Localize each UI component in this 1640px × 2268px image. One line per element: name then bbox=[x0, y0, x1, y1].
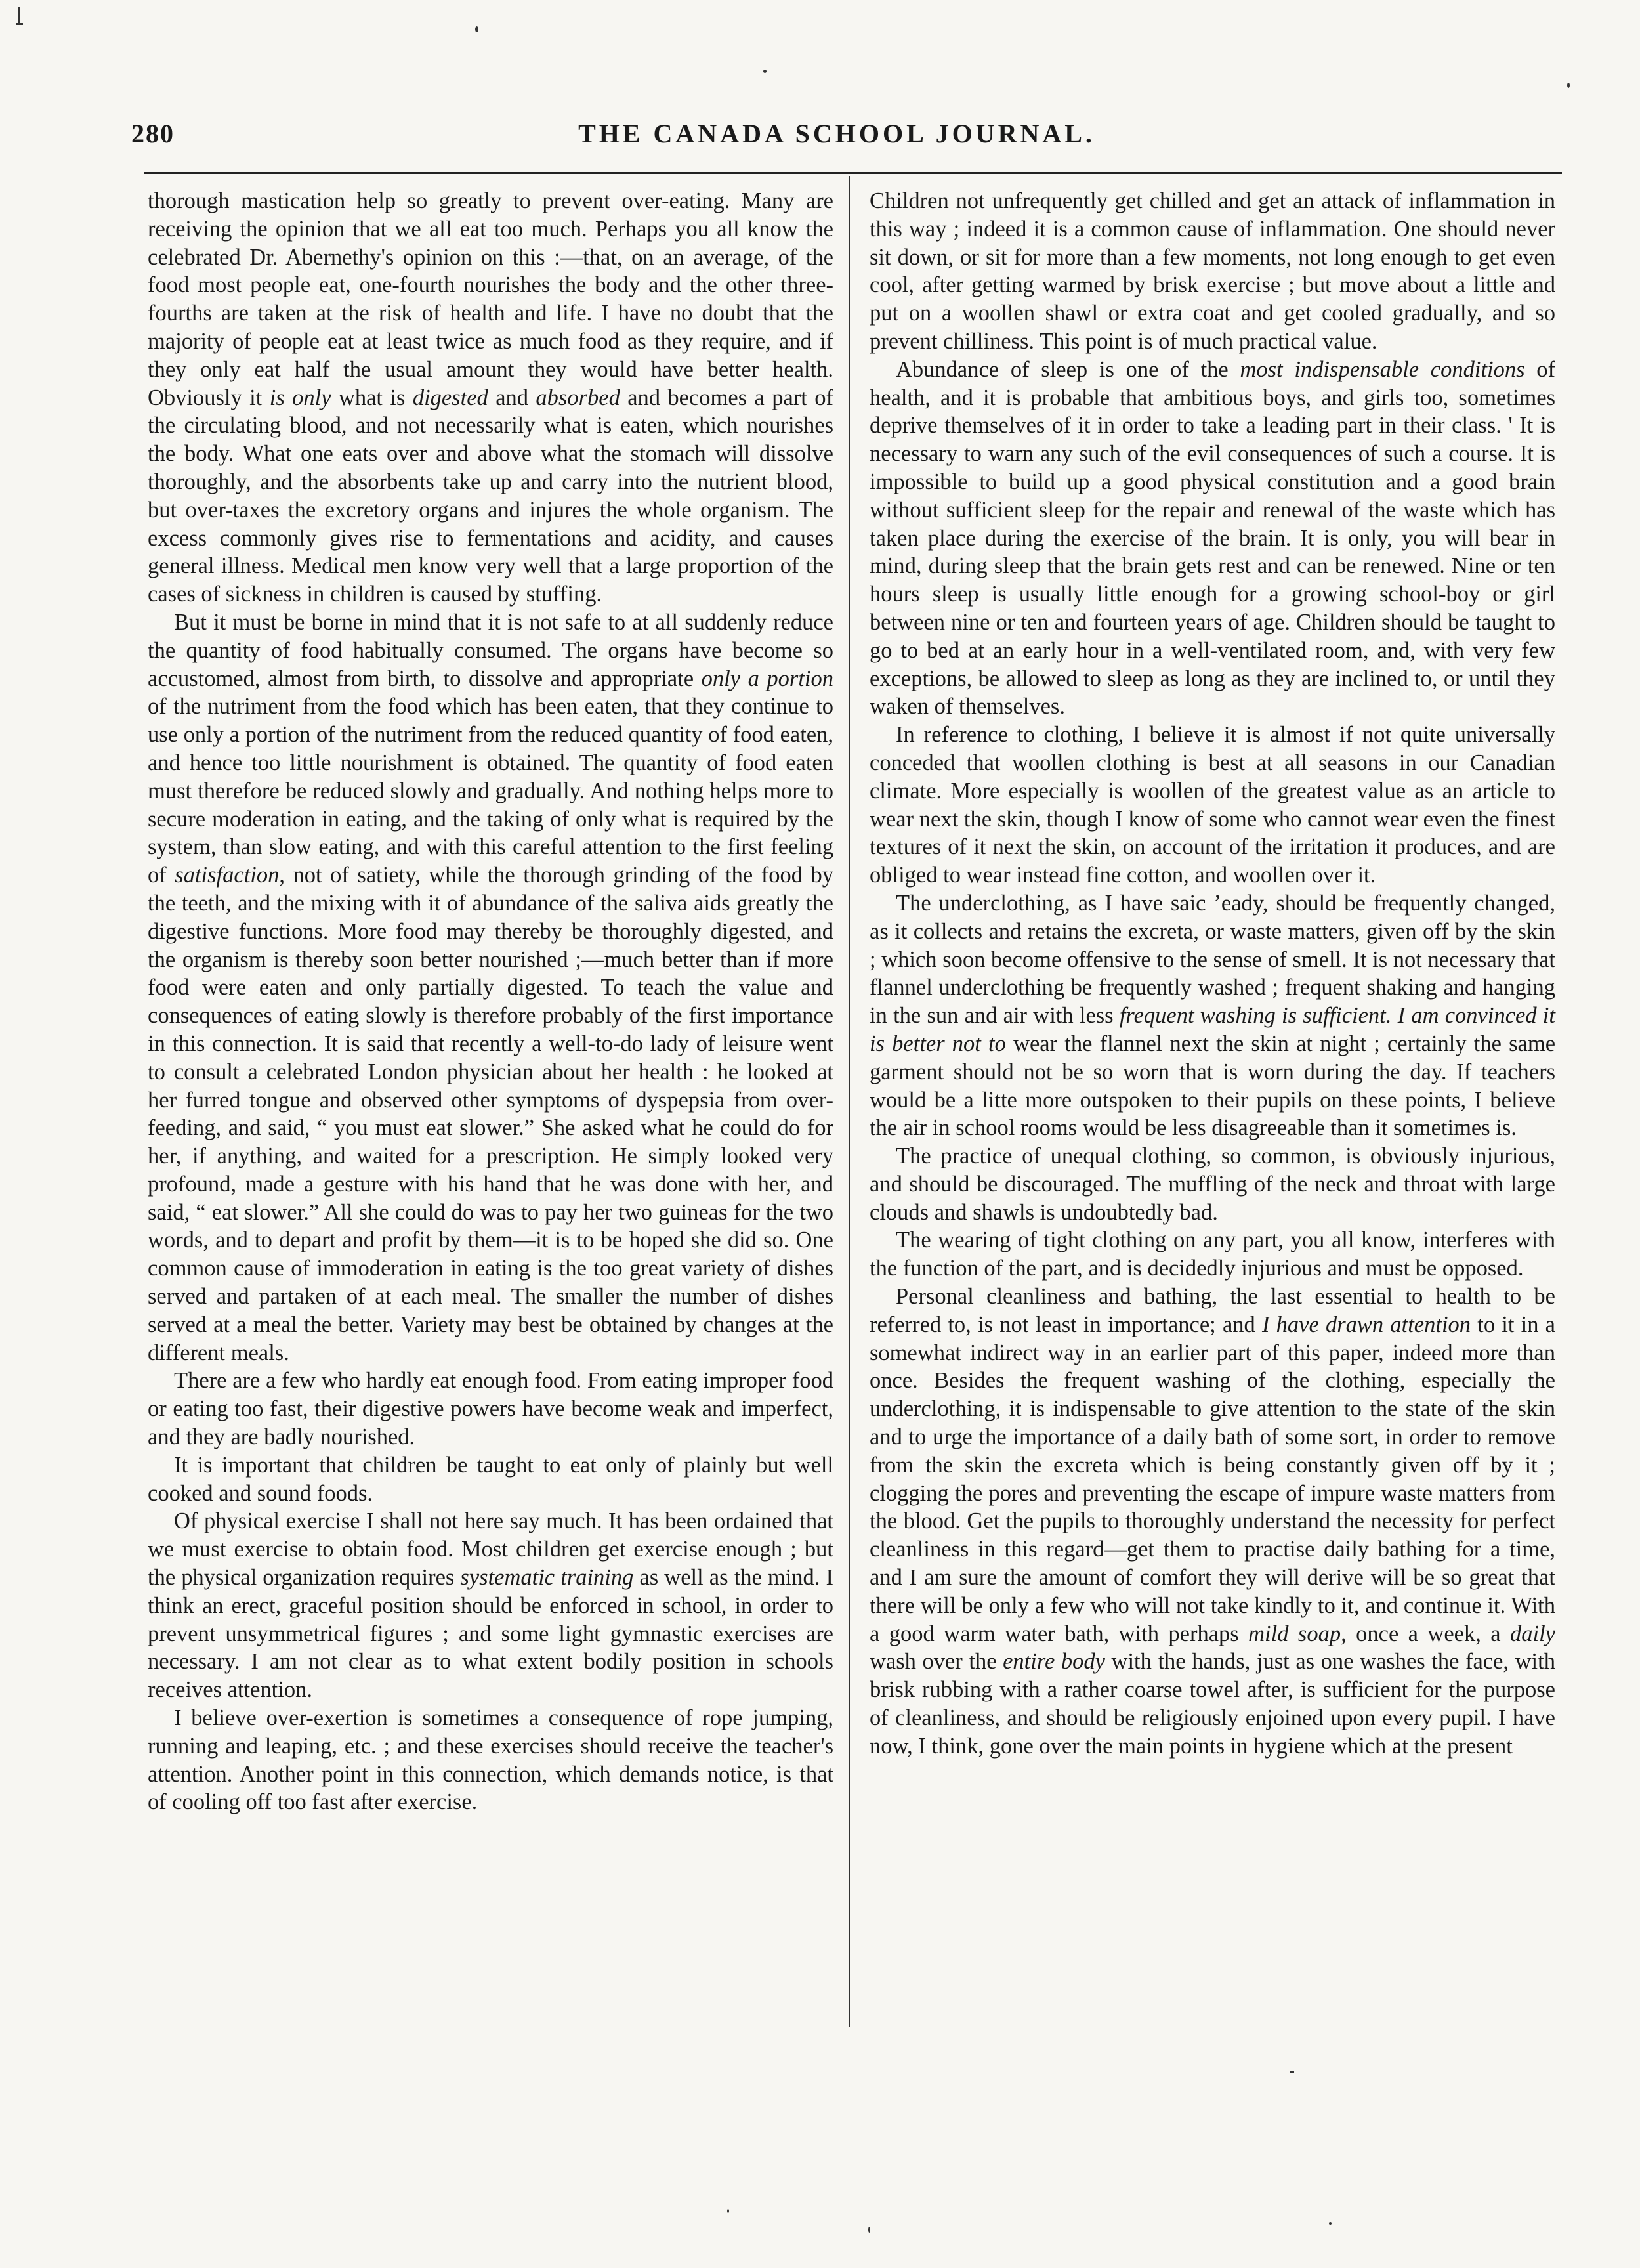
ink-speck bbox=[1567, 83, 1570, 88]
text-run: Personal cleanliness and bathing, the last essential to health to be referred to, is not least in importance; and bbox=[870, 1284, 1555, 1337]
italic-text: mild soap bbox=[1248, 1621, 1341, 1646]
text-run: thorough mastication help so greatly to prevent over-eating. Many are receiving the opinion that we all eat too much. Perhaps you all know the celebrated Dr. Abernethy's opinion on this :—that, on an average, of the food most people eat, one-fourth nourishes the body and the other three-fourths are taken at the risk of health and life. I have no doubt that the majority of people eat at least twice as much food as they require, and if they only eat half the usual amount they would have better health. Obviously it bbox=[148, 188, 833, 410]
paragraph bbox=[870, 1283, 1555, 1761]
margin-mark bbox=[18, 7, 20, 25]
text-run: and becomes a part of the circulating blood, and not necessarily what is eaten, which nourishes the body. What one eats over and above what the stomach will dissolve thoroughly, and the absorbents take up and carry into the nutrient blood, but over-taxes the excretory organs and injures the whole organism. The excess commonly gives rise to fermentations and acidity, and causes general illness. Medical men know very well that a large proportion of the cases of sickness in children is caused by stuffing. bbox=[148, 385, 833, 607]
italic-text: frequent washing is sufficient. I am convinced it is better not to bbox=[870, 1003, 1555, 1056]
paragraph bbox=[870, 889, 1555, 1142]
text-run: wash over the bbox=[870, 1649, 1003, 1675]
text-run: of the nutriment from the food which has been eaten, that they continue to use only a portion of the nutriment from the reduced quantity of food eaten, and hence too little nourishment is obtained. The quantity of food eaten must therefore be reduced slowly and gradually. And nothing helps more to secure moderation in eating, and the taking of only what is required by the system, than slow eating, and with this careful attention to the first feeling of bbox=[148, 694, 833, 888]
text-run: I believe over-exertion is sometimes a consequence of rope jumping, running and leaping, etc. ; and these exercises should receive the teacher's attention. Another point in this connection, which demands notice, is that of cooling off too fast after exercise. bbox=[148, 1705, 833, 1815]
paragraph bbox=[870, 1226, 1555, 1283]
text-run: of health, and it is probable that ambitious boys, and girls too, sometimes deprive themselves of it in order to take a leading part in their class. ' It is necessary to warn any such of the evil consequences of such a course. It is impossible to build up a good physical constitution and a good brain without sufficient sleep for the repair and renewal of the waste which has taken place during the exercise of the brain. It is only, you will bear in mind, during sleep that the brain gets rest and can be renewed. Nine or ten hours sleep is usually little enough for a growing school-boy or girl between nine or ten and fourteen years of age. Children should be taught to go to bed at an early hour in a well-ventilated room, and, with very few exceptions, be allowed to sleep as long as they are inclined to, or until they waken of themselves. bbox=[870, 356, 1555, 719]
italic-text: satisfaction bbox=[175, 863, 280, 888]
text-run: and bbox=[488, 385, 536, 410]
left-column bbox=[148, 187, 833, 1816]
text-run: , once a week, a bbox=[1341, 1621, 1511, 1646]
paragraph bbox=[148, 1507, 833, 1704]
ink-speck bbox=[475, 26, 478, 32]
text-run: The wearing of tight clothing on any part, you all know, interferes with the function of the part, and is decidedly injurious and must be opposed. bbox=[870, 1228, 1555, 1281]
paragraph bbox=[870, 1142, 1555, 1226]
ink-speck bbox=[868, 2227, 870, 2233]
column-divider bbox=[849, 176, 850, 2027]
ink-speck bbox=[1290, 2071, 1294, 2073]
text-run: Abundance of sleep is one of the bbox=[896, 356, 1240, 382]
paragraph bbox=[148, 1451, 833, 1508]
ink-speck bbox=[1329, 2222, 1332, 2225]
ink-speck bbox=[763, 70, 767, 73]
text-run: Of physical exercise I shall not here say much. It has been ordained that we must exercise to obtain food. Most children get exercise enough ; but the physical organization requires bbox=[148, 1508, 833, 1591]
margin-mark bbox=[16, 23, 23, 25]
italic-text: only a portion bbox=[701, 666, 833, 691]
text-run: wear the flannel next the skin at night ; certainly the same garment should not be so worn that is worn during the day. If teachers would be a litte more outspoken to their pupils on these points, I believe the air in school rooms would be less disagreeable than it sometimes is. bbox=[870, 1031, 1556, 1141]
journal-title: THE CANADA SCHOOL JOURNAL. bbox=[578, 119, 1095, 148]
paragraph bbox=[148, 187, 833, 609]
text-run: what is bbox=[331, 385, 413, 410]
paragraph bbox=[148, 1704, 833, 1816]
paragraph bbox=[148, 609, 833, 1367]
text-run: Children not unfrequently get chilled and get an attack of inflammation in this way ; indeed it is a common cause of inflammation. One should never sit down, or sit for more than a few moments, not long enough to get even cool, after getting warmed by brisk exercise ; but move about a little and put on a woollen shawl or extra coat and get cooled gradually, and so prevent chilliness. This point is of much practical value. bbox=[870, 188, 1555, 354]
right-column bbox=[870, 187, 1555, 1761]
text-run: with the hands, just as one washes the face, with brisk rubbing with a rather coarse towel after, is sufficient for the purpose of cleanliness, and should be religiously enjoined upon every pupil. I have now, I think, gone over the main points in hygiene which at the present bbox=[870, 1649, 1555, 1759]
text-run: , not of satiety, while the thorough grinding of the food by the teeth, and the mixing with it of abundance of the saliva aids greatly the digestive functions. More food may thereby be thoroughly digested, and the organism is thereby soon better nourished ;—much better than if more food were eaten and only partially digested. To teach the value and consequences of eating slowly is therefore probably of the first importance in this connection. It is said that recently a well-to-do lady of leisure went to consult a celebrated London physician about her health : he looked at her furred tongue and observed other symptoms of dyspepsia from over-feeding, and said, “ you must eat slower.” She asked what he could do for her, if anything, and waited for a prescription. He simply looked very profound, made a gesture with his hand that he was done with her, and said, “ eat slower.” All she could do was to pay her two guineas for the two words, and to depart and profit by them—it is to be hoped she did so. One common cause of immoderation in eating is the too great variety of dishes served and partaken of at each meal. The smaller the number of dishes served at a meal the better. Variety may best be obtained by changes at the different meals. bbox=[148, 863, 833, 1365]
text-run: In reference to clothing, I believe it is almost if not quite universally conceded that woollen clothing is best at all seasons in our Canadian climate. More especially is woollen of the greatest value as an article to wear next the skin, though I know of some who cannot wear even the finest textures of it next the skin, on account of the irritation it produces, and are obliged to wear instead fine cotton, and woollen over it. bbox=[870, 722, 1555, 888]
italic-text: digested bbox=[412, 385, 488, 410]
italic-text: I have drawn attention bbox=[1261, 1312, 1471, 1337]
page-number: 280 bbox=[131, 119, 175, 148]
text-run: as well as the mind. I think an erect, graceful position should be enforced in school, in order to prevent unsymmetrical figures ; and some light gymnastic exercises are necessary. I am not clear as to what extent bodily position in schools receives attention. bbox=[148, 1565, 833, 1703]
paragraph bbox=[870, 187, 1555, 356]
italic-text: entire body bbox=[1003, 1649, 1105, 1675]
text-run: But it must be borne in mind that it is not safe to at all suddenly reduce the quantity of food habitually consumed. The organs have become so accustomed, almost from birth, to dissolve and appropriate bbox=[148, 609, 833, 691]
page-header bbox=[105, 118, 1568, 158]
italic-text: most indispensable conditions bbox=[1240, 356, 1525, 382]
italic-text: systematic training bbox=[460, 1565, 634, 1591]
header-rule bbox=[144, 172, 1562, 174]
paragraph bbox=[870, 721, 1555, 889]
italic-text: daily bbox=[1510, 1621, 1555, 1646]
italic-text: is only bbox=[269, 385, 331, 410]
paragraph bbox=[148, 1367, 833, 1451]
paragraph bbox=[870, 356, 1555, 721]
text-run: The underclothing, as I have saic ʼeady, should be frequently changed, as it collects and retains the excreta, or waste matters, given off by the skin ; which soon become offensive to the sense of smell. It is not necessary that flannel underclothing be frequently washed ; frequent shaking and hanging in the sun and air with less bbox=[870, 890, 1555, 1029]
text-run: There are a few who hardly eat enough food. From eating improper food or eating too fast, their digestive powers have become weak and imperfect, and they are badly nourished. bbox=[148, 1368, 833, 1450]
text-run: to it in a somewhat indirect way in an earlier part of this paper, indeed more than once. Besides the frequent washing of the clothing, especially the underclothing, it is indispensable to give attention to the state of the skin and to urge the importance of a daily bath of some sort, in order to remove from the skin the excreta which is being constantly given off by it ; clogging the pores and preventing the escape of impure waste matters from the blood. Get the pupils to thoroughly understand the necessity for perfect cleanliness in this regard—get them to practise daily bathing for a time, and I am sure the amount of comfort they will derive will be so great that there will be only a few who will not take kindly to it, and continue it. With a good warm water bath, with perhaps bbox=[870, 1312, 1555, 1646]
text-run: It is important that children be taught to eat only of plainly but well cooked and sound foods. bbox=[148, 1452, 833, 1506]
italic-text: absorbed bbox=[536, 385, 620, 410]
text-run: The practice of unequal clothing, so common, is obviously injurious, and should be discouraged. The muffling of the neck and throat with large clouds and shawls is undoubtedly bad. bbox=[870, 1144, 1555, 1225]
ink-speck bbox=[727, 2209, 729, 2213]
